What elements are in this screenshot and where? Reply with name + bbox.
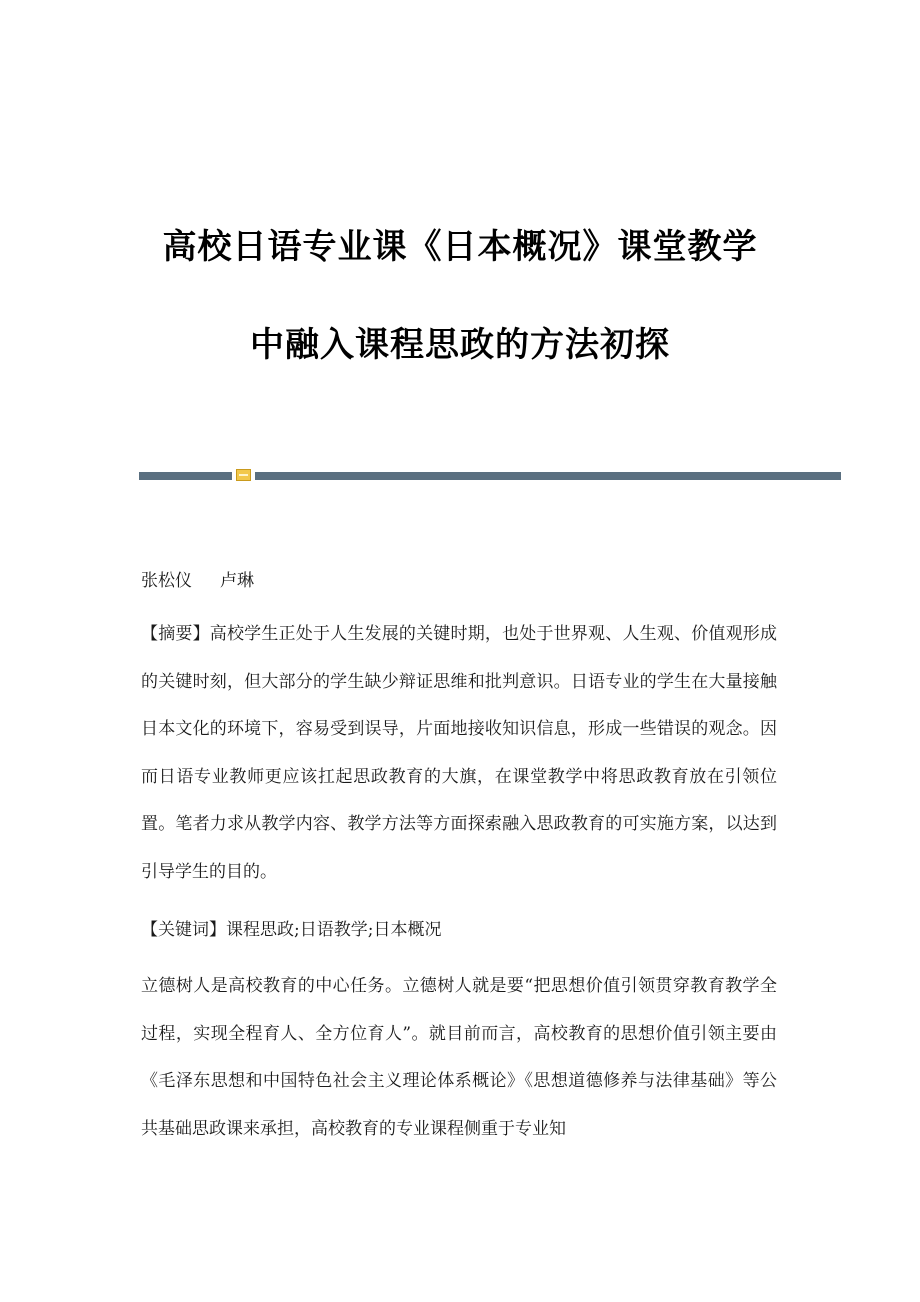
divider-ornament-icon xyxy=(236,469,251,481)
divider-bar-left xyxy=(139,472,232,480)
title-divider xyxy=(139,472,841,480)
author-name: 卢琳 xyxy=(220,571,254,591)
body-paragraph: 立德树人是高校教育的中心任务。立德树人就是要“把思想价值引领贯穿教育教学全过程，实现全程育人、全方位育人”。就目前而言，高校教育的思想价值引领主要由《毛泽东思想和中国特色社会主义理论体系概论》《思想道德修养与法律基础》等公共基础思政课来承担，高校教育的专业课程侧重于专业知 xyxy=(141,976,777,1139)
keywords-line xyxy=(141,907,777,955)
abstract-paragraph xyxy=(141,611,777,896)
document-title-line-1: 高校日语专业课《日本概况》课堂教学 xyxy=(162,227,758,267)
authors-line xyxy=(141,559,777,603)
author-name: 张松仪 xyxy=(141,571,192,591)
keywords-label: 【关键词】 xyxy=(141,920,226,940)
abstract-label: 【摘要】 xyxy=(141,624,210,644)
abstract-text: 高校学生正处于人生发展的关键时期，也处于世界观、人生观、价值观形成的关键时刻，但大部分的学生缺少辩证思维和批判意识。日语专业的学生在大量接触日本文化的环境下，容易受到误导，片面地接收知识信息，形成一些错误的观念。因而日语专业教师更应该扛起思政教育的大旗，在课堂教学中将思政教育放在引领位置。笔者力求从教学内容、教学方法等方面探索融入思政教育的可实施方案，以达到引导学生的目的。 xyxy=(141,624,778,882)
divider-bar-right xyxy=(255,472,841,480)
document-title-line-2: 中融入课程思政的方法初探 xyxy=(250,325,670,365)
keywords-text: 课程思政;日语教学;日本概况 xyxy=(226,920,442,940)
